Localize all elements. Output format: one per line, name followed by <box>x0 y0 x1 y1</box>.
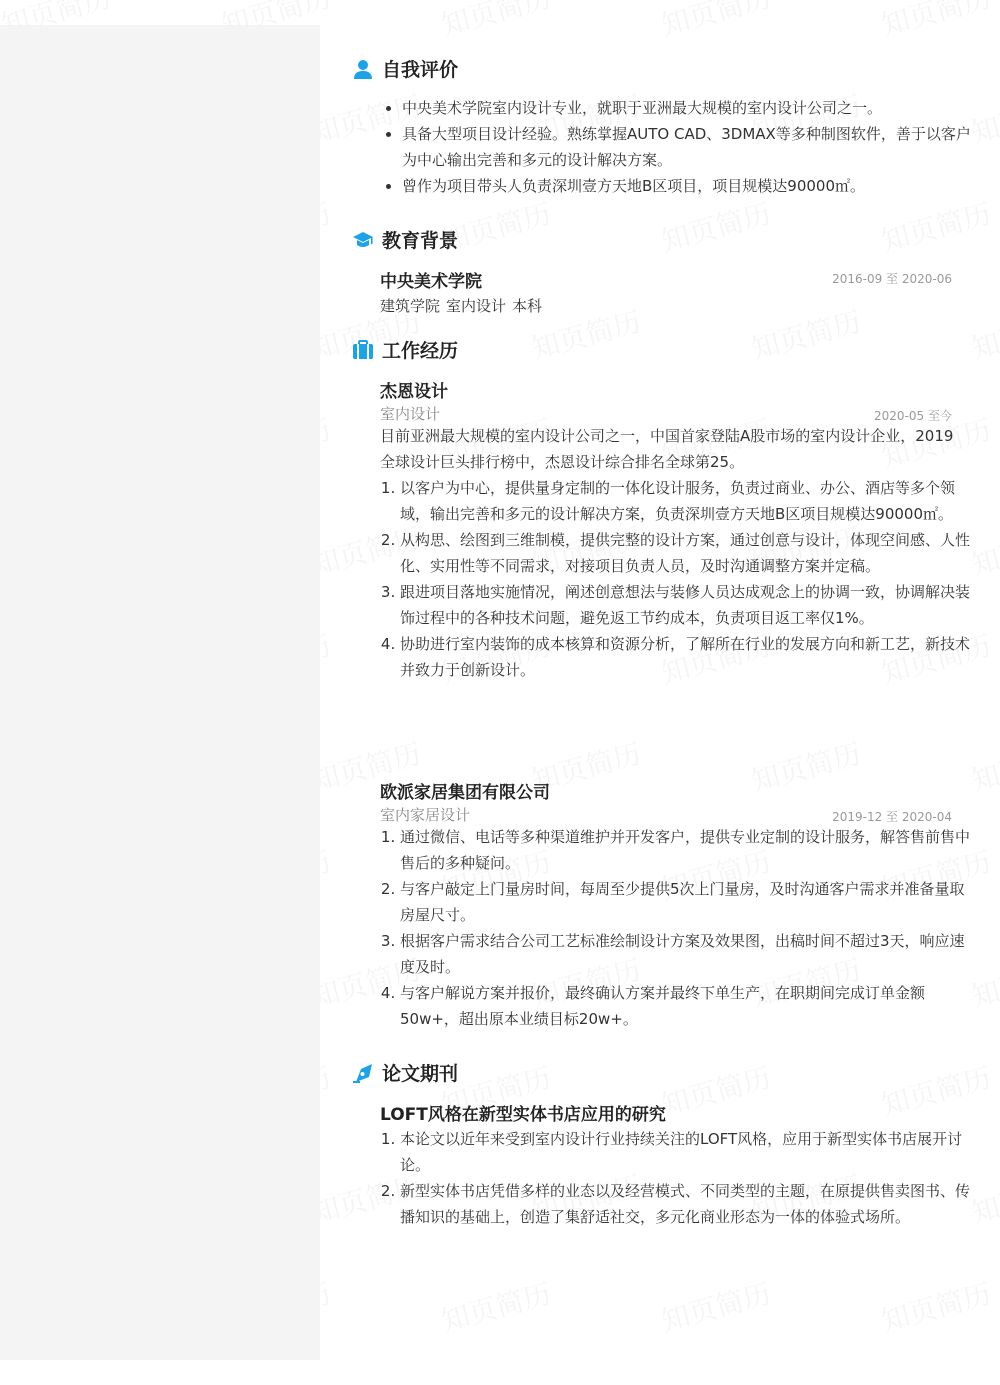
job-role: 室内设计 <box>380 405 441 423</box>
self-eval-list <box>380 95 977 199</box>
education-date: 2016-09 至 2020-06 <box>832 272 952 286</box>
self-eval-title <box>352 55 458 82</box>
job-date: 2019-12 至 2020-04 <box>832 810 952 824</box>
college: 建筑学院 <box>380 297 441 315</box>
list-item: 3. 跟进项目落地实施情况，阐述创意想法与装修人员达成观念上的协调一致，协调解决装饰过程中的各种技术问题，避免返工节约成本，负责项目返工率仅1%。 <box>400 579 972 631</box>
list-item: 1. 本论文以近年来受到室内设计行业持续关注的LOFT风格，应用于新型实体书店展开讨论。 <box>400 1126 972 1178</box>
list-item: • 中央美术学院室内设计专业，就职于亚洲最大规模的室内设计公司之一。 <box>402 95 977 121</box>
paper-title: LOFT风格在新型实体书店应用的研究 <box>380 1105 666 1125</box>
list-item: 2. 新型实体书店凭借多样的业态以及经营模式、不同类型的主题，在原提供售卖图书、传播知识的基础上，创造了集舒适社交，多元化商业形态为一体的体验式场所。 <box>400 1178 972 1230</box>
list-item: 4. 与客户解说方案并报价，最终确认方案并最终下单生产，在职期间完成订单金额50w+，超出原本业绩目标20w+。 <box>400 980 972 1032</box>
list-item: 2. 从构思、绘图到三维制模，提供完整的设计方案，通过创意与设计，体现空间感、人性化、实用性等不同需求，对接项目负责人员，及时沟通调整方案并定稿。 <box>400 527 972 579</box>
person-icon <box>352 58 374 80</box>
graduation-cap-icon <box>352 229 374 251</box>
degree: 本科 <box>512 297 543 315</box>
company-name: 欧派家居集团有限公司 <box>380 783 550 803</box>
work-title-text: 工作经历 <box>382 340 459 362</box>
list-item: 4. 协助进行室内装饰的成本核算和资源分析，了解所在行业的发展方向和新工艺，新技术并致力于创新设计。 <box>400 631 972 683</box>
school-name: 中央美术学院 <box>380 272 482 292</box>
work-title <box>352 336 458 363</box>
job-duties-list <box>380 824 972 1032</box>
list-item: • 曾作为项目带头人负责深圳壹方天地B区项目，项目规模达90000㎡。 <box>402 173 977 199</box>
papers-title-text: 论文期刊 <box>382 1063 459 1085</box>
list-item: 1. 以客户为中心，提供量身定制的一体化设计服务，负责过商业、办公、酒店等多个领域，输出完善和多元的设计解决方案，负责深圳壹方天地B区项目规模达90000㎡。 <box>400 475 972 527</box>
main-content <box>320 0 1000 1385</box>
company-name: 杰恩设计 <box>380 382 448 402</box>
education-title <box>352 226 458 253</box>
self-eval-title-text: 自我评价 <box>382 59 459 81</box>
job-date: 2020-05 至今 <box>874 409 952 423</box>
list-item: 3. 根据客户需求结合公司工艺标准绘制设计方案及效果图，出稿时间不超过3天，响应速度及时。 <box>400 928 972 980</box>
list-item: 2. 与客户敲定上门量房时间，每周至少提供5次上门量房，及时沟通客户需求并准备量取房屋尺寸。 <box>400 876 972 928</box>
paper-points-list <box>380 1126 972 1230</box>
sidebar <box>0 25 320 1360</box>
briefcase-icon <box>352 339 374 361</box>
list-item: 1. 通过微信、电话等多种渠道维护并开发客户，提供专业定制的设计服务，解答售前售中售后的多种疑问。 <box>400 824 972 876</box>
list-item: • 具备大型项目设计经验。熟练掌握AUTO CAD、3DMAX等多种制图软件，善于以客户为中心输出完善和多元的设计解决方案。 <box>402 121 977 173</box>
education-details <box>380 295 542 316</box>
job-role: 室内家居设计 <box>380 806 471 824</box>
job-duties-list <box>380 475 972 683</box>
education-title-text: 教育背景 <box>382 230 459 252</box>
major: 室内设计 <box>446 297 507 315</box>
company-description: 目前亚洲最大规模的室内设计公司之一，中国首家登陆A股市场的室内设计企业，2019全球设计巨头排行榜中，杰恩设计综合排名全球第25。 <box>380 427 954 471</box>
papers-title <box>352 1059 458 1086</box>
pen-nib-icon <box>352 1062 374 1084</box>
